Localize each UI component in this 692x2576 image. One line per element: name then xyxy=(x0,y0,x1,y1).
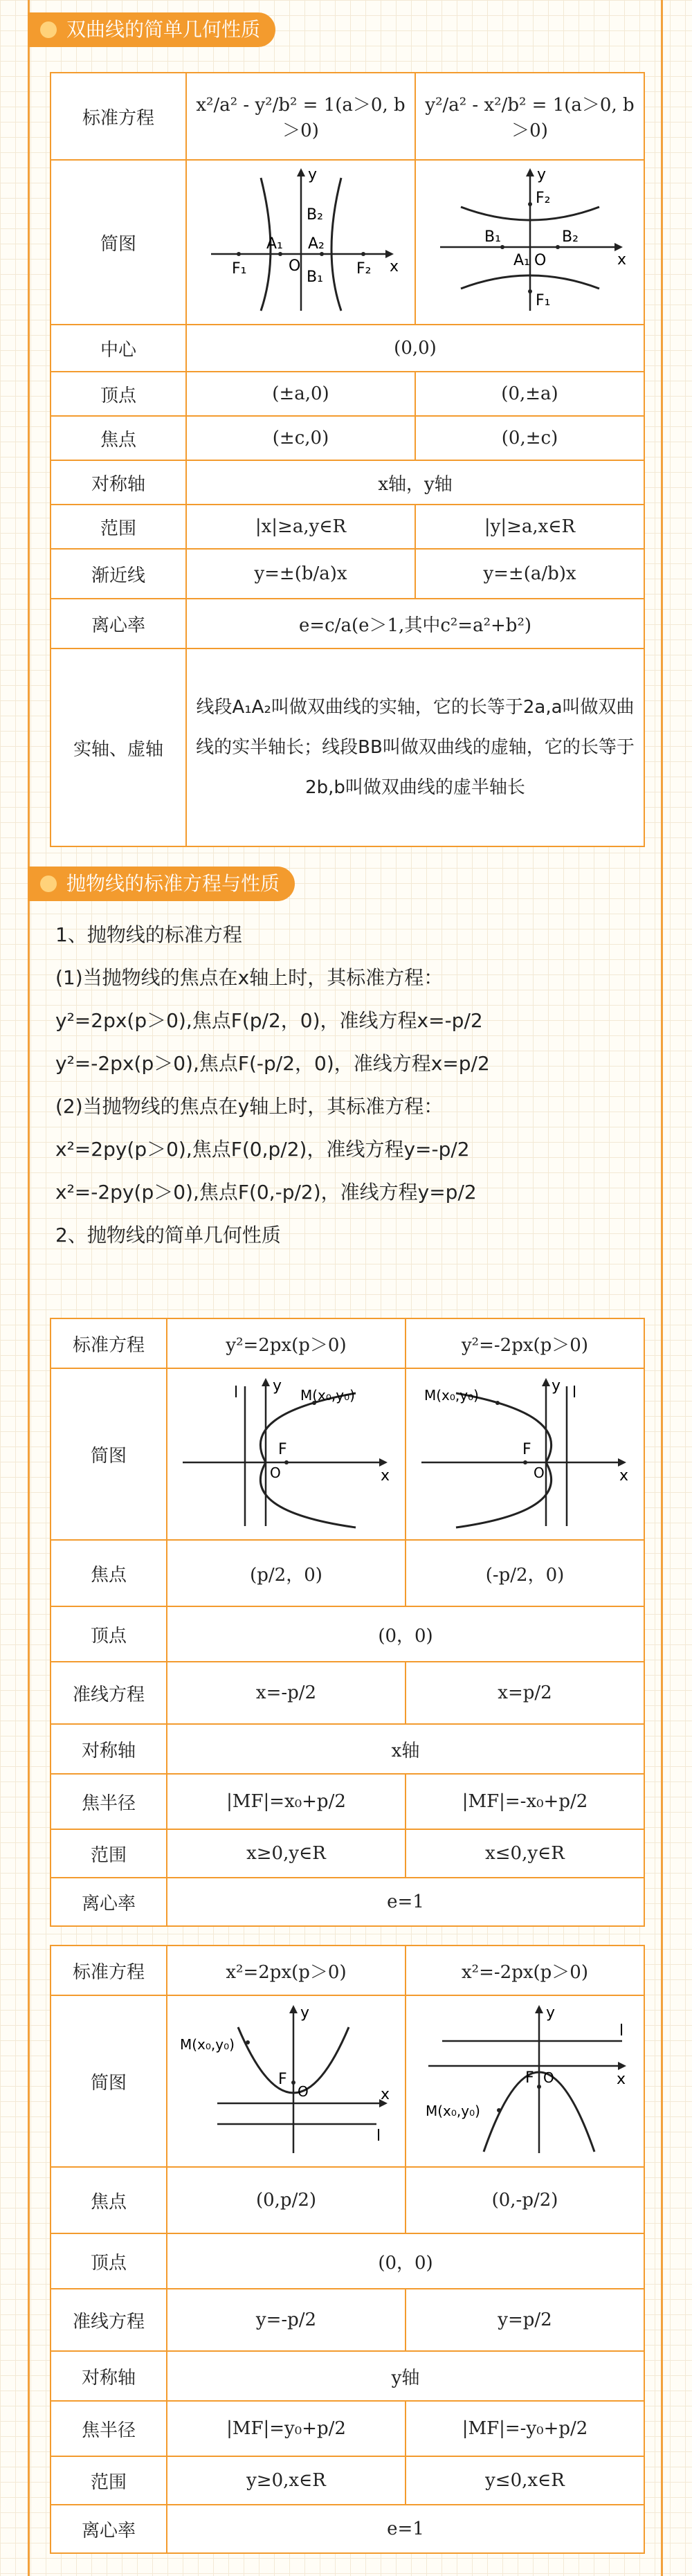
table-row xyxy=(51,1540,644,1606)
label-focus: F xyxy=(277,2070,287,2088)
row-label: 对称轴 xyxy=(51,1724,167,1774)
text-line: (1)当抛物线的焦点在x轴上时，其标准方程： xyxy=(55,966,444,989)
table-row xyxy=(51,1878,644,1926)
cell-span: (0，0) xyxy=(167,2233,644,2289)
cell-left: y≥0,x∈R xyxy=(167,2456,406,2505)
label-y: y xyxy=(307,165,317,183)
cell-span-text: 线段A₁A₂叫做双曲线的实轴，它的长等于2a,a叫做双曲线的实半轴长；线段BB叫做双曲线的虚轴，它的长等于2b,b叫做双曲线的虚半轴长 xyxy=(186,648,644,846)
row-label: 焦点 xyxy=(51,2167,167,2233)
row-label: 焦点 xyxy=(51,416,186,460)
cell-right: y²=-2px(p＞0) xyxy=(406,1318,644,1368)
label-point: M(x₀,y₀) xyxy=(424,1386,479,1404)
text-line: (2)当抛物线的焦点在y轴上时，其标准方程： xyxy=(55,1095,444,1118)
cell-left: (0,p/2) xyxy=(167,2167,406,2233)
cell-span: x轴 xyxy=(167,1724,644,1774)
label-focus: F xyxy=(522,1440,531,1458)
table-row xyxy=(51,160,644,325)
parabola-right-sketch xyxy=(176,1372,397,1532)
cell-right: x²=-2px(p＞0) xyxy=(406,1945,644,1995)
label-f1: F₁ xyxy=(535,291,550,309)
row-label: 标准方程 xyxy=(51,73,186,160)
row-label: 顶点 xyxy=(51,2233,167,2289)
table-row xyxy=(51,460,644,505)
cell-left: (p/2，0) xyxy=(167,1540,406,1606)
text-line: y²=2px(p＞0),焦点F(p/2，0)，准线方程x=-p/2 xyxy=(55,1009,483,1032)
cell-right: |y|≥a,x∈R xyxy=(415,505,644,549)
label-b1: B₁ xyxy=(484,228,501,246)
section-title-hyperbola xyxy=(28,12,275,47)
table-row xyxy=(51,599,644,648)
text-line: 2、抛物线的简单几何性质 xyxy=(55,1224,281,1246)
cell-left: (±c,0) xyxy=(186,416,415,460)
table-row xyxy=(51,1368,644,1540)
label-b2: B₂ xyxy=(561,228,579,246)
table-row xyxy=(51,1606,644,1662)
cell-right: y=p/2 xyxy=(406,2289,644,2351)
table-row xyxy=(51,1995,644,2167)
sketch-cell-right xyxy=(406,1368,644,1540)
label-focus: F xyxy=(277,1440,287,1458)
label-line: l xyxy=(376,2127,381,2145)
row-label: 准线方程 xyxy=(51,1662,167,1724)
row-label: 对称轴 xyxy=(51,460,186,505)
row-label: 简图 xyxy=(51,1368,167,1540)
table-row xyxy=(51,1662,644,1724)
cell-span: x轴，y轴 xyxy=(186,460,644,505)
text-line: x²=2py(p＞0),焦点F(0,p/2)，准线方程y=-p/2 xyxy=(55,1138,470,1161)
sketch-cell-left xyxy=(167,1995,406,2167)
row-label: 离心率 xyxy=(51,599,186,648)
cell-left: |MF|=x₀+p/2 xyxy=(167,1774,406,1829)
table-row xyxy=(51,325,644,372)
label-line: l xyxy=(572,1384,576,1402)
parabola-x-table xyxy=(50,1318,645,1927)
cell-span: (0,0) xyxy=(186,325,644,372)
table-row xyxy=(51,549,644,599)
parabola-up-sketch xyxy=(176,1999,397,2159)
cell-left: |MF|=y₀+p/2 xyxy=(167,2401,406,2456)
row-label: 准线方程 xyxy=(51,2289,167,2351)
cell-right: y=±(a/b)x xyxy=(415,549,644,599)
row-label: 离心率 xyxy=(51,2505,167,2553)
table-row xyxy=(51,1724,644,1774)
parabola-left-sketch xyxy=(415,1372,636,1532)
label-x: x xyxy=(619,1467,628,1485)
label-y: y xyxy=(536,165,546,183)
table-row xyxy=(51,1318,644,1368)
cell-right: |MF|=-y₀+p/2 xyxy=(406,2401,644,2456)
label-x: x xyxy=(380,2085,390,2103)
row-label: 实轴、虚轴 xyxy=(51,648,186,846)
label-f2: F₂ xyxy=(535,189,550,207)
table-row xyxy=(51,1774,644,1829)
row-label: 简图 xyxy=(51,160,186,325)
cell-right: y²/a² - x²/b² = 1(a＞0, b＞0) xyxy=(415,73,644,160)
hyperbola-table xyxy=(50,72,645,847)
label-origin: O xyxy=(543,2069,554,2086)
cell-span: e=1 xyxy=(167,1878,644,1926)
label-focus: F xyxy=(525,2069,534,2087)
cell-right: (0,-p/2) xyxy=(406,2167,644,2233)
table-row xyxy=(51,505,644,549)
cell-right: x≤0,y∈R xyxy=(406,1829,644,1878)
cell-left: (±a,0) xyxy=(186,372,415,416)
table-row xyxy=(51,73,644,160)
label-a1: A₁ xyxy=(513,251,530,269)
cell-span: e=1 xyxy=(167,2505,644,2553)
table-row xyxy=(51,2456,644,2505)
table-row xyxy=(51,372,644,416)
label-origin: O xyxy=(269,1464,281,1481)
table-row xyxy=(51,416,644,460)
parabola-y-table xyxy=(50,1945,645,2554)
label-origin: O xyxy=(533,1464,545,1481)
row-label: 渐近线 xyxy=(51,549,186,599)
section-title-text: 双曲线的简单几何性质 xyxy=(66,18,261,41)
label-y: y xyxy=(300,2004,309,2022)
table-row xyxy=(51,1945,644,1995)
text-line: x²=-2py(p＞0),焦点F(0,-p/2)，准线方程y=p/2 xyxy=(55,1181,477,1204)
label-x: x xyxy=(380,1467,390,1485)
sketch-cell-left xyxy=(167,1368,406,1540)
label-origin: O xyxy=(297,2083,309,2100)
label-b1: B₁ xyxy=(306,268,323,286)
label-origin: O xyxy=(534,251,546,269)
sketch-cell-left xyxy=(186,160,415,325)
cell-right: (0,±c) xyxy=(415,416,644,460)
cell-left: x≥0,y∈R xyxy=(167,1829,406,1878)
right-border-line xyxy=(661,0,663,2576)
row-label: 简图 xyxy=(51,1995,167,2167)
label-y: y xyxy=(545,2004,555,2022)
row-label: 焦点 xyxy=(51,1540,167,1606)
row-label: 范围 xyxy=(51,2456,167,2505)
table-row xyxy=(51,2351,644,2401)
table-row xyxy=(51,1829,644,1878)
cell-left: y=-p/2 xyxy=(167,2289,406,2351)
label-y: y xyxy=(272,1377,282,1395)
table-row xyxy=(51,2289,644,2351)
label-point: M(x₀,y₀) xyxy=(425,2102,480,2119)
row-label: 离心率 xyxy=(51,1878,167,1926)
label-point: M(x₀,y₀) xyxy=(179,2035,235,2053)
label-line: l xyxy=(619,2022,623,2040)
label-a2: A₂ xyxy=(307,235,325,253)
row-label: 范围 xyxy=(51,505,186,549)
text-line: 1、抛物线的标准方程 xyxy=(55,923,242,946)
row-label: 范围 xyxy=(51,1829,167,1878)
row-label: 对称轴 xyxy=(51,2351,167,2401)
parabola-text-block xyxy=(55,914,490,1257)
cell-span: y轴 xyxy=(167,2351,644,2401)
cell-right: y≤0,x∈R xyxy=(406,2456,644,2505)
row-label: 焦半径 xyxy=(51,2401,167,2456)
label-b2: B₂ xyxy=(306,206,323,224)
table-row xyxy=(51,2401,644,2456)
cell-right: (0,±a) xyxy=(415,372,644,416)
cell-right: |MF|=-x₀+p/2 xyxy=(406,1774,644,1829)
label-x: x xyxy=(389,257,399,275)
hyperbola-x-sketch xyxy=(197,164,405,316)
row-label: 标准方程 xyxy=(51,1318,167,1368)
hyperbola-y-sketch xyxy=(426,164,634,316)
label-f1: F₁ xyxy=(231,260,246,278)
text-line: y²=-2px(p＞0),焦点F(-p/2，0)，准线方程x=p/2 xyxy=(55,1052,490,1075)
sketch-cell-right xyxy=(415,160,644,325)
cell-right: x=p/2 xyxy=(406,1662,644,1724)
sketch-cell-right xyxy=(406,1995,644,2167)
table-row xyxy=(51,2233,644,2289)
label-x: x xyxy=(616,2070,626,2088)
label-point: M(x₀,y₀) xyxy=(300,1386,355,1404)
row-label: 顶点 xyxy=(51,1606,167,1662)
row-label: 标准方程 xyxy=(51,1945,167,1995)
table-row xyxy=(51,2167,644,2233)
left-border-line xyxy=(28,0,30,2576)
section-title-text: 抛物线的标准方程与性质 xyxy=(66,872,280,895)
row-label: 中心 xyxy=(51,325,186,372)
cell-span: (0，0) xyxy=(167,1606,644,1662)
cell-left: |x|≥a,y∈R xyxy=(186,505,415,549)
cell-left: y=±(b/a)x xyxy=(186,549,415,599)
table-row xyxy=(51,648,644,846)
row-label: 顶点 xyxy=(51,372,186,416)
label-origin: O xyxy=(288,257,300,275)
cell-span: e=c/a(e＞1,其中c²=a²+b²) xyxy=(186,599,644,648)
label-f2: F₂ xyxy=(356,260,371,278)
cell-right: (-p/2，0) xyxy=(406,1540,644,1606)
cell-left: x²/a² - y²/b² = 1(a＞0, b＞0) xyxy=(186,73,415,160)
cell-left: x²=2px(p＞0) xyxy=(167,1945,406,1995)
label-a1: A₁ xyxy=(266,235,283,253)
parabola-down-sketch xyxy=(415,1999,636,2159)
section-title-parabola xyxy=(28,867,295,901)
label-line: l xyxy=(233,1384,238,1402)
cell-left: x=-p/2 xyxy=(167,1662,406,1724)
label-x: x xyxy=(617,251,626,269)
table-row xyxy=(51,2505,644,2553)
label-y: y xyxy=(551,1377,561,1395)
cell-left: y²=2px(p＞0) xyxy=(167,1318,406,1368)
row-label: 焦半径 xyxy=(51,1774,167,1829)
